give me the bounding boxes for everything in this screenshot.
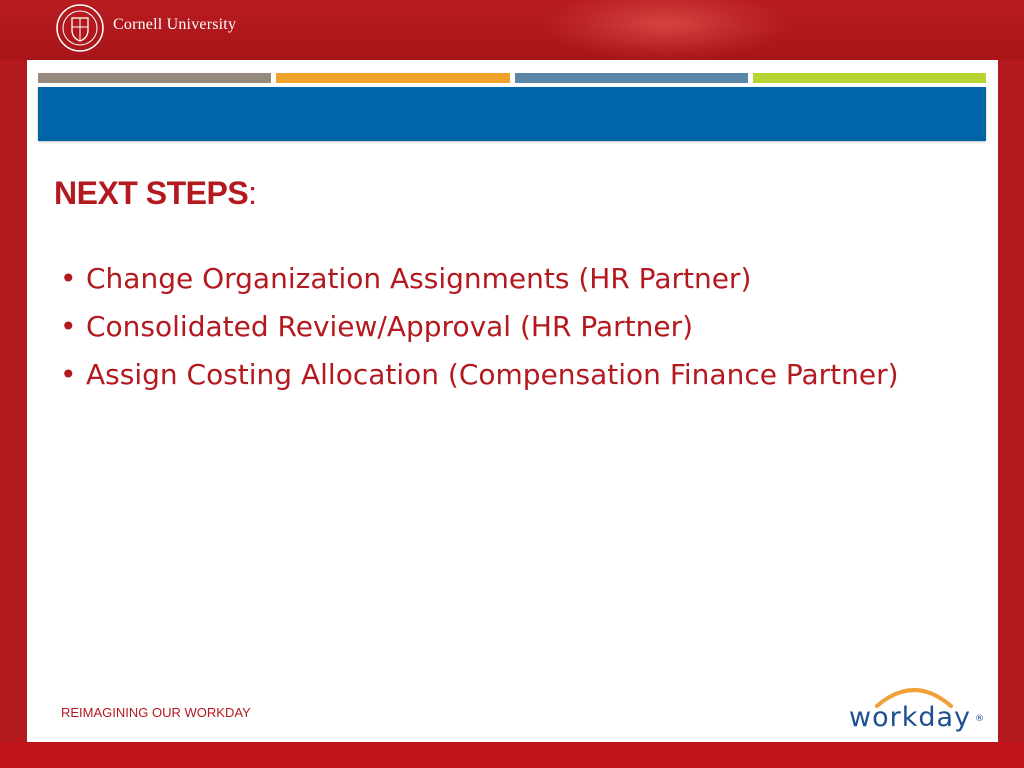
brand-name: Cornell University (113, 16, 237, 33)
color-bar-lime (753, 73, 986, 83)
list-item-text: Assign Costing Allocation (Compensation Finance Partner) (86, 358, 899, 391)
workday-wordmark: workday (849, 702, 972, 733)
slide-content-area (27, 60, 998, 742)
header-bar (0, 0, 1024, 60)
slide-title-suffix: : (248, 175, 258, 211)
next-steps-list (54, 255, 924, 399)
list-item (54, 303, 924, 351)
cornell-seal-logo (55, 3, 105, 53)
list-item (54, 255, 924, 303)
slide-title (54, 175, 257, 212)
bottom-strip (0, 742, 1024, 768)
list-item (54, 351, 924, 399)
list-item-text: Consolidated Review/Approval (HR Partner) (86, 310, 694, 343)
list-item-text: Change Organization Assignments (HR Partner) (86, 262, 752, 295)
decorative-color-bars (38, 73, 986, 83)
workday-logo (849, 680, 989, 738)
bullet-icon: • (60, 262, 77, 295)
registered-mark: ® (975, 714, 984, 724)
bullet-icon: • (60, 310, 77, 343)
color-bar-orange (276, 73, 509, 83)
header-statue-image (540, 0, 790, 60)
color-bar-taupe (38, 73, 271, 83)
title-band (38, 87, 986, 141)
bullet-icon: • (60, 358, 77, 391)
footer-tagline: REIMAGINING OUR WORKDAY (61, 705, 251, 720)
color-bar-steel (515, 73, 748, 83)
slide-title-text: NEXT STEPS (54, 175, 249, 211)
